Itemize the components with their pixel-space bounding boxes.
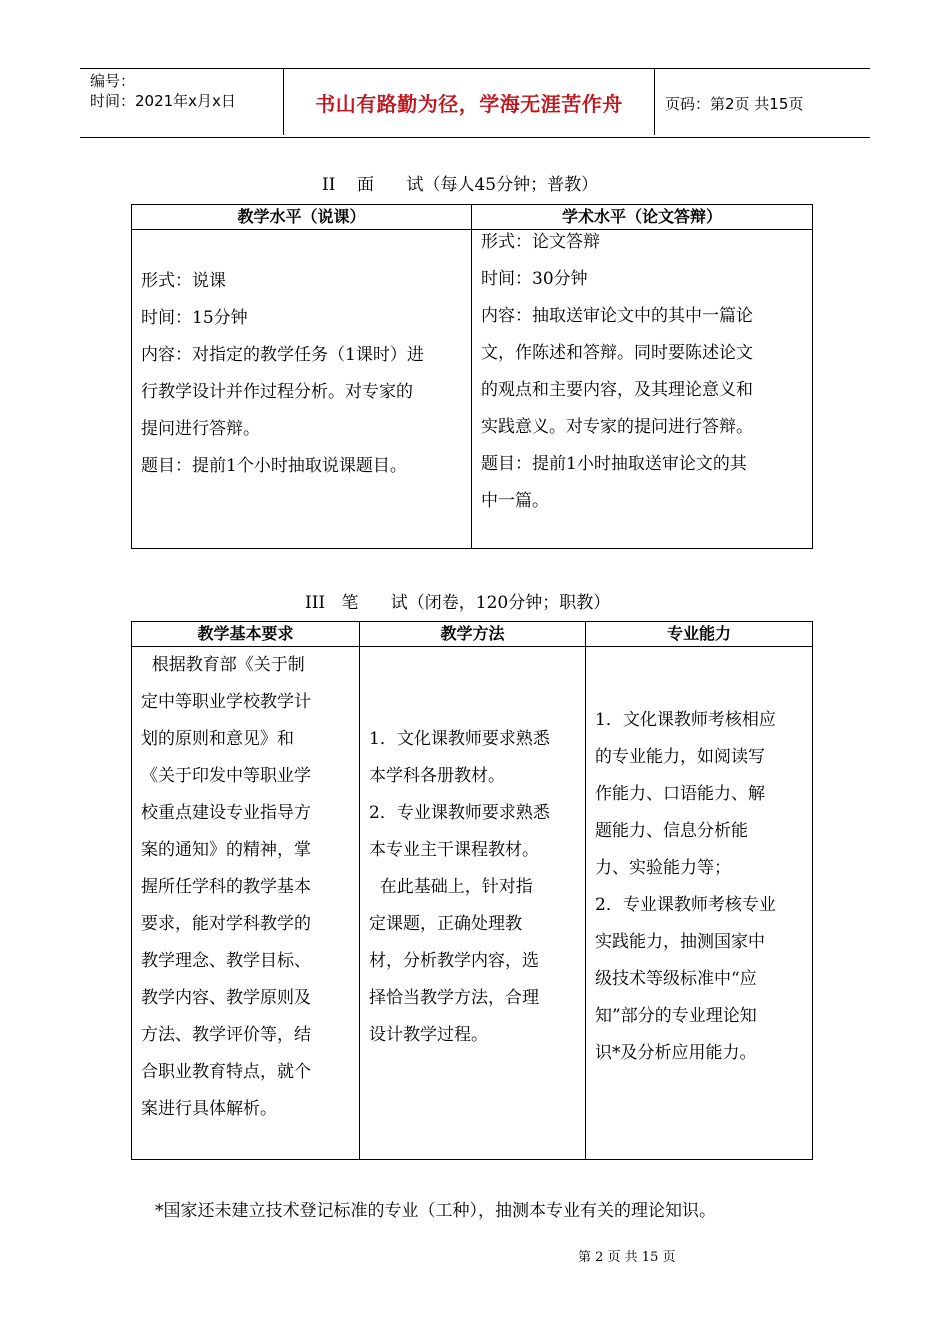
cell-line: 《关于印发中等职业学 [141,766,311,786]
table-header-row [132,622,813,647]
cell-line: 实践能力，抽测国家中 [595,932,765,952]
cell-professional-ability [586,647,813,1160]
header-motto: 书山有路勤为径，学海无涯苦作舟 [315,91,623,116]
cell-line: 内容：对指定的教学任务（1课时）进 [141,345,424,365]
cell-line: 的专业能力，如阅读写 [595,747,765,767]
col-header-teaching-level: 教学水平（说课） [132,205,472,230]
cell-text [472,224,812,520]
cell-line: 材，分析教学内容，选 [369,951,539,971]
cell-line: 时间：30分钟 [481,269,588,289]
section-interview-title: II 面 试（每人45分钟；普教） [322,175,599,195]
cell-line: 识*及分析应用能力。 [595,1043,757,1063]
cell-text [360,647,585,1054]
cell-line: 定中等职业学校教学计 [141,692,311,712]
cell-line: 内容：抽取送审论文中的其中一篇论 [481,306,753,326]
cell-line: 形式：论文答辩 [481,232,600,252]
table-row [132,230,813,549]
cell-line: 划的原则和意见》和 [141,729,294,749]
cell-line: 文，作陈述和答辩。同时要陈述论文 [481,343,753,363]
cell-line: 教学理念、教学目标、 [141,951,311,971]
cell-line: 题能力、信息分析能 [595,821,748,841]
col-header-professional-ability: 专业能力 [586,622,813,647]
cell-line: 在此基础上，针对指 [369,877,533,897]
cell-line: 知”部分的专业理论知 [595,1006,757,1026]
page-footer: 第 2 页 共 15 页 [578,1250,676,1265]
cell-line: 作能力、口语能力、解 [595,784,765,804]
cell-line: 设计教学过程。 [369,1025,488,1045]
cell-line: 2．专业课教师考核专业 [595,895,776,915]
cell-line: 时间：15分钟 [141,308,248,328]
cell-line: 定课题，正确处理教 [369,914,522,934]
cell-line: 本专业主干课程教材。 [369,840,539,860]
cell-line: 形式：说课 [141,271,226,291]
col-header-basic-requirements: 教学基本要求 [132,622,360,647]
cell-text [132,647,359,1128]
cell-line: 校重点建设专业指导方 [141,803,311,823]
cell-teaching-level [132,230,472,549]
cell-line: 的观点和主要内容，及其理论意义和 [481,380,753,400]
cell-text [586,647,812,1072]
cell-line: 实践意义。对专家的提问进行答辩。 [481,417,753,437]
cell-line: 中一篇。 [481,491,549,511]
cell-teaching-methods [360,647,586,1160]
cell-line: 合职业教育特点，就个 [141,1062,311,1082]
cell-line: 本学科各册教材。 [369,766,505,786]
cell-line: 题目：提前1小时抽取送审论文的其 [481,454,747,474]
cell-line: 1．文化课教师要求熟悉 [369,729,550,749]
footnote: *国家还未建立技术登记标准的专业（工种），抽测本专业有关的理论知识。 [155,1201,716,1221]
header-meta [90,71,236,111]
cell-text [132,230,471,485]
header-motto-box [283,69,655,135]
cell-basic-requirements [132,647,360,1160]
cell-line: 提问进行答辩。 [141,419,260,439]
section-written-test-title: III 笔 试（闭卷，120分钟；职教） [305,593,611,613]
cell-line: 级技术等级标准中“应 [595,969,757,989]
cell-line: 方法、教学评价等，结 [141,1025,311,1045]
cell-academic-level [472,230,813,549]
cell-line: 案的通知》的精神，掌 [141,840,311,860]
page-header [80,68,870,138]
cell-line: 根据教育部《关于制 [141,655,305,675]
header-page-number: 页码：第2页 共15页 [665,95,804,113]
col-header-academic-level: 学术水平（论文答辩） [472,205,813,230]
written-test-table [131,621,813,1160]
cell-line: 2．专业课教师要求熟悉 [369,803,550,823]
header-number: 编号： [90,72,136,90]
header-time: 时间：2021年x月x日 [90,92,236,110]
col-header-teaching-methods: 教学方法 [360,622,586,647]
interview-table [131,204,813,549]
cell-line: 握所任学科的教学基本 [141,877,311,897]
cell-line: 要求，能对学科教学的 [141,914,311,934]
cell-line: 案进行具体解析。 [141,1099,277,1119]
cell-line: 力、实验能力等； [595,858,731,878]
cell-line: 题目：提前1个小时抽取说课题目。 [141,456,407,476]
cell-line: 择恰当教学方法，合理 [369,988,539,1008]
table-row [132,647,813,1160]
cell-line: 1．文化课教师考核相应 [595,710,776,730]
cell-line: 行教学设计并作过程分析。对专家的 [141,382,413,402]
cell-line: 教学内容、教学原则及 [141,988,311,1008]
